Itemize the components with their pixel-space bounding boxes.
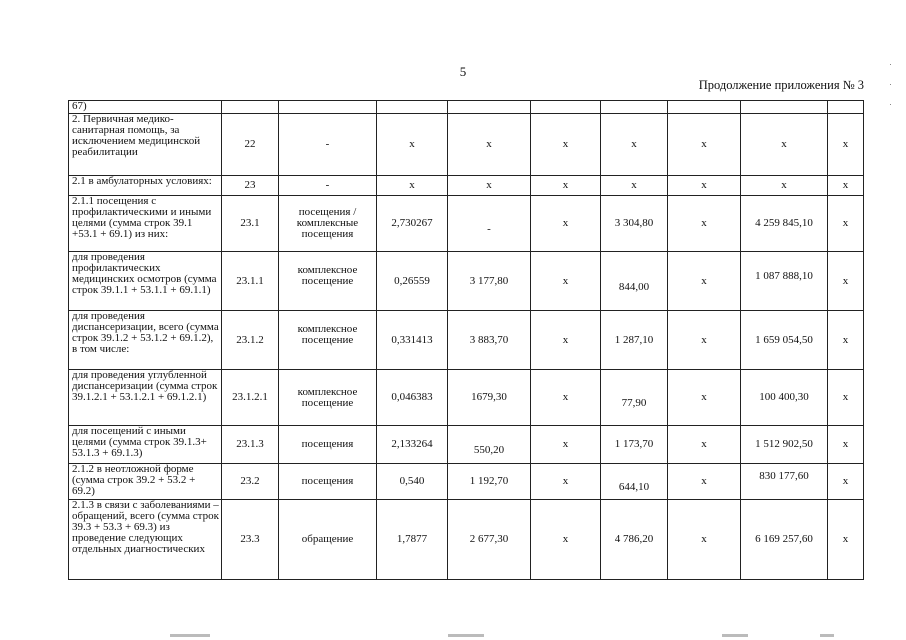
table-cell: 4 259 845,10 bbox=[741, 196, 828, 252]
row-name-cell: 2.1.2 в неотложной форме (сумма строк 39.2 + 53.2 + 69.2) bbox=[69, 464, 222, 500]
row-name-cell: для проведения профилактических медицинских осмотров (сумма строк 39.1.1 + 53.1.1 + 69.1.1) bbox=[69, 252, 222, 311]
table-cell: x bbox=[741, 114, 828, 176]
table-cell bbox=[741, 101, 828, 114]
table-cell: x bbox=[828, 500, 864, 580]
scan-speck bbox=[890, 104, 891, 105]
table-cell: 3 883,70 bbox=[448, 311, 531, 370]
table-cell: 844,00 bbox=[601, 252, 668, 311]
table-cell: 1 659 054,50 bbox=[741, 311, 828, 370]
table-cell: x bbox=[828, 114, 864, 176]
table-cell: x bbox=[668, 176, 741, 196]
table-cell: x bbox=[828, 311, 864, 370]
table-cell: x bbox=[741, 176, 828, 196]
table-cell: x bbox=[377, 114, 448, 176]
table-cell: x bbox=[601, 176, 668, 196]
table-cell: x bbox=[531, 500, 601, 580]
table-cell: x bbox=[531, 252, 601, 311]
table-cell: x bbox=[668, 196, 741, 252]
scan-artifacts bbox=[0, 630, 906, 640]
tariff-table bbox=[68, 100, 864, 580]
table-cell: 6 169 257,60 bbox=[741, 500, 828, 580]
table-cell: 2,133264 bbox=[377, 426, 448, 464]
table-cell: x bbox=[531, 196, 601, 252]
table-cell: x bbox=[668, 252, 741, 311]
table-cell: 23.1 bbox=[222, 196, 279, 252]
table-cell: 0,331413 bbox=[377, 311, 448, 370]
table-cell: x bbox=[668, 114, 741, 176]
table-cell: 22 bbox=[222, 114, 279, 176]
table-cell bbox=[531, 101, 601, 114]
table-cell: 100 400,30 bbox=[741, 370, 828, 426]
table-cell: 550,20 bbox=[448, 426, 531, 464]
table-cell: 1 087 888,10 bbox=[741, 252, 828, 311]
table-row bbox=[69, 252, 864, 311]
table-cell bbox=[601, 101, 668, 114]
table-row bbox=[69, 101, 864, 114]
row-name-cell: 2.1.3 в связи с заболеваниями – обращений, всего (сумма строк 39.3 + 53.3 + 69.3) из проведение следующих отдельных диагностических bbox=[69, 500, 222, 580]
table-cell: 23.1.1 bbox=[222, 252, 279, 311]
table-row bbox=[69, 464, 864, 500]
table-cell: x bbox=[668, 311, 741, 370]
row-name-cell: 2. Первичная медико-санитарная помощь, за исключением медицинской реабилитации bbox=[69, 114, 222, 176]
table-cell: 1 287,10 bbox=[601, 311, 668, 370]
row-name-cell: для проведения углубленной диспансеризации (сумма строк 39.1.2.1 + 53.1.2.1 + 69.1.2.1) bbox=[69, 370, 222, 426]
table-cell: комплексное посещение bbox=[279, 370, 377, 426]
table-cell: x bbox=[531, 311, 601, 370]
table-cell: посещения bbox=[279, 426, 377, 464]
table-cell: 23.3 bbox=[222, 500, 279, 580]
table-cell bbox=[222, 101, 279, 114]
table-row bbox=[69, 114, 864, 176]
table-cell: 0,540 bbox=[377, 464, 448, 500]
table-cell bbox=[828, 101, 864, 114]
table-cell: 4 786,20 bbox=[601, 500, 668, 580]
table-cell: x bbox=[668, 464, 741, 500]
table-cell: x bbox=[377, 176, 448, 196]
table-cell: 1 173,70 bbox=[601, 426, 668, 464]
table-cell: 0,26559 bbox=[377, 252, 448, 311]
row-name-cell: для посещений с иными целями (сумма строк 39.1.3+ 53.1.3 + 69.1.3) bbox=[69, 426, 222, 464]
table-cell: x bbox=[531, 464, 601, 500]
table-cell: x bbox=[668, 370, 741, 426]
table-cell: 644,10 bbox=[601, 464, 668, 500]
table-cell: 3 304,80 bbox=[601, 196, 668, 252]
table-cell: 1,7877 bbox=[377, 500, 448, 580]
table-cell: - bbox=[279, 176, 377, 196]
table-cell: 23.1.2 bbox=[222, 311, 279, 370]
row-name-cell: 2.1 в амбулаторных условиях: bbox=[69, 176, 222, 196]
table-cell: 23.1.2.1 bbox=[222, 370, 279, 426]
table-cell: 830 177,60 bbox=[741, 464, 828, 500]
table-cell: 23 bbox=[222, 176, 279, 196]
table-cell bbox=[279, 101, 377, 114]
table-row bbox=[69, 500, 864, 580]
continuation-header: Продолжение приложения № 3 bbox=[698, 78, 864, 92]
table-cell: x bbox=[668, 426, 741, 464]
table-cell: 23.1.3 bbox=[222, 426, 279, 464]
table-cell bbox=[448, 101, 531, 114]
table-cell: x bbox=[828, 370, 864, 426]
table-cell: x bbox=[531, 114, 601, 176]
table-cell: x bbox=[531, 426, 601, 464]
table-cell: x bbox=[828, 464, 864, 500]
row-name-cell: 67) bbox=[69, 101, 222, 114]
table-cell: 0,046383 bbox=[377, 370, 448, 426]
table-cell: 1 192,70 bbox=[448, 464, 531, 500]
scan-speck bbox=[890, 84, 891, 85]
table-cell: - bbox=[448, 196, 531, 252]
row-name-cell: для проведения диспансеризации, всего (сумма строк 39.1.2 + 53.1.2 + 69.1.2), в том числе: bbox=[69, 311, 222, 370]
table-cell: обращение bbox=[279, 500, 377, 580]
row-name-cell: 2.1.1 посещения с профилактическими и иными целями (сумма строк 39.1 +53.1 + 69.1) из них: bbox=[69, 196, 222, 252]
table-row bbox=[69, 370, 864, 426]
table-cell: x bbox=[828, 252, 864, 311]
table-cell: - bbox=[279, 114, 377, 176]
table-cell: x bbox=[668, 500, 741, 580]
table-row bbox=[69, 426, 864, 464]
table-cell: 2,730267 bbox=[377, 196, 448, 252]
table-cell: 3 177,80 bbox=[448, 252, 531, 311]
table-cell: посещения bbox=[279, 464, 377, 500]
table-cell bbox=[377, 101, 448, 114]
table-cell: x bbox=[828, 426, 864, 464]
table-cell: посещения / комплексные посещения bbox=[279, 196, 377, 252]
table-row bbox=[69, 311, 864, 370]
table-cell: 77,90 bbox=[601, 370, 668, 426]
table-cell: x bbox=[531, 370, 601, 426]
table-cell: x bbox=[448, 176, 531, 196]
table-cell: 23.2 bbox=[222, 464, 279, 500]
table-row bbox=[69, 176, 864, 196]
scan-speck bbox=[890, 64, 891, 65]
table-cell: x bbox=[828, 176, 864, 196]
table-cell: x bbox=[601, 114, 668, 176]
table-cell: комплексное посещение bbox=[279, 311, 377, 370]
page-number: 5 bbox=[459, 64, 467, 79]
table-cell bbox=[668, 101, 741, 114]
table-cell: x bbox=[531, 176, 601, 196]
table-row bbox=[69, 196, 864, 252]
table-cell: комплексное посещение bbox=[279, 252, 377, 311]
table-cell: x bbox=[828, 196, 864, 252]
table-cell: x bbox=[448, 114, 531, 176]
table-cell: 1 512 902,50 bbox=[741, 426, 828, 464]
table-cell: 1679,30 bbox=[448, 370, 531, 426]
table-cell: 2 677,30 bbox=[448, 500, 531, 580]
